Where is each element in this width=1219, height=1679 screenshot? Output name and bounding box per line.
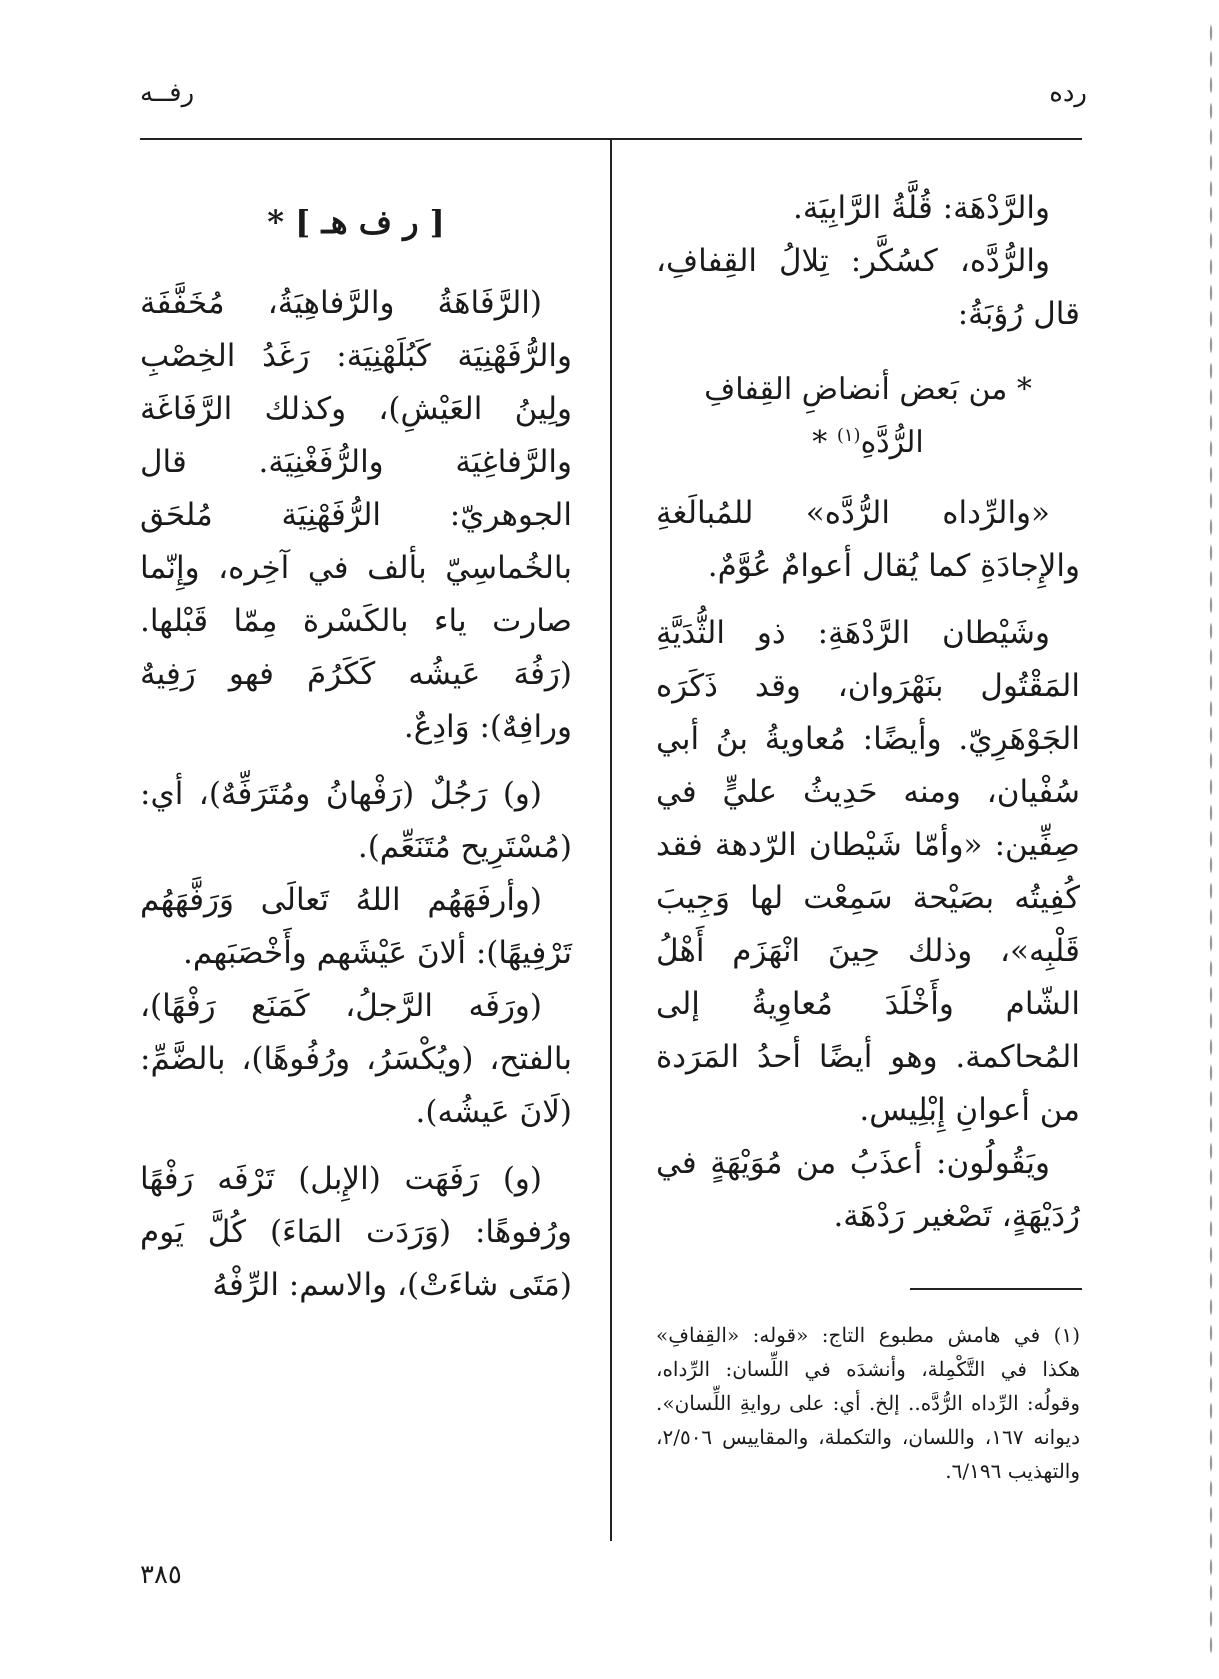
entry-paragraph: والرَّدْهَة: قُلَّةُ الرَّابِيَة. <box>793 190 1050 226</box>
poem-text: * من بَعض أنضاضِ القِفافِ الرُّدَّهِ <box>704 372 1032 460</box>
entry-paragraph: (الرَّفَاهَةُ والرَّفاهِيَةُ، مُخَفَّفَة والرُّفَهْنِيَة كَبُلَهْنِيَة: رَغَدُ الخِصْبِ ولِينُ العَيْشِ)، وكذلك الرَّفَاغَة والرَّفاغِيَة والرُّفَغْنِيَة. قال الجوهريّ: الرُّفَهْنِيَة مُلحَق بالخُماسِيّ بألف في آخِره، وإِنّما صارت ياء بالكَسْرة مِمّا قَبْلها. (رَفُهَ عَيشُه كَكَرُمَ فهو رَفِيهٌ ورافِهٌ): وَادِعٌ. <box>140 285 572 745</box>
scan-edge-dots <box>1209 20 1213 1660</box>
running-header-right: رده <box>1049 78 1087 108</box>
entry-paragraph: (و) رَفَهَت (الإِبل) تَرْفَه رَفْهًا ورُفوهًا: (وَرَدَت المَاءَ) كُلَّ يَوم (مَتَى شاءَتْ)، والاسم: الرِّفْهُ <box>140 1161 572 1303</box>
poem-end: * <box>812 425 837 460</box>
footnote-mark: (١) <box>1053 1323 1081 1347</box>
footnote-rule <box>910 1288 1082 1290</box>
entry-paragraph: وشَيْطان الرَّدْهَةِ: ذو الثُّدَيَّةِ المَقْتُول بنَهْرَوان، وقد ذَكَرَه الجَوْهَرِيّ. وأيضًا: مُعاويةُ بنُ أبي سُفْيان، ومنه حَدِيثُ عليٍّ في صِفِّين: «وأمّا شَيْطان الرّدهة فقد كُفِيتُه بصَيْحة سَمِعْت لها وَجِيبَ قَلْبِه»، وذلك حِينَ انْهَزَم أَهْلُ الشّام وأَخْلَدَ مُعاوِيةُ إلى المُحاكمة. وهو أيضًا أحدُ المَرَدة من أعوانِ إِبْلِيس. <box>656 615 1080 1128</box>
entry-paragraph: (وأرفَهَهُم اللهُ تَعالَى وَرَفَّهَهُم تَرْفِيهًا): ألانَ عَيْشَهم وأَخْصَبَهم. <box>140 882 572 971</box>
entry-paragraph: ويَقُولُون: أعذَبُ من مُوَيْهَةٍ في رُدَيْهَةٍ، تَصْغير رَدْهَة. <box>656 1145 1080 1234</box>
footnotes <box>656 1318 1080 1488</box>
page-number: ٣٨٥ <box>140 1560 182 1590</box>
footnote-text: في هامش مطبوع التاج: «قوله: «القِفافِ» هكذا في التَّكْمِلة، وأنشدَه في اللِّسان: الرِّداه، وقولُه: الرِّداه الرُّدَّه.. إلخ. أي: على روايةِ اللِّسان». ديوانه ١٦٧، واللسان، والتكملة، والمقاييس ٢/٥٠٦، والتهذيب ٦/١٩٦. <box>656 1323 1080 1483</box>
entry-paragraph: «والرِّداه الرُّدَّه» للمُبالَغةِ والإِجادَةِ كما يُقال أعوامٌ عُوَّمٌ. <box>656 495 1080 584</box>
left-column <box>140 196 572 1312</box>
footnote-ref: (١) <box>836 425 861 446</box>
footnote <box>656 1318 1080 1488</box>
column-divider <box>610 138 612 1541</box>
poem-verse <box>656 363 1080 469</box>
running-header-left: رفــه <box>140 78 195 108</box>
entry-paragraph: والرُّدَّه، كسُكَّر: تِلالُ القِفافِ، قال رُؤبَةُ: <box>656 243 1080 332</box>
right-column <box>656 182 1080 1243</box>
entry-paragraph: (و) رَجُلٌ (رَفْهانُ ومُتَرَفِّهٌ)، أي: (مُسْتَرِيح مُتَنَعِّم). <box>140 776 572 865</box>
entry-headword: [ ر ف هـ ] * <box>267 203 445 241</box>
entry-paragraph: (ورَفَه الرَّجلُ، كَمَنَع رَفْهًا)، بالفتح، (ويُكْسَرُ، ورُفُوهًا)، بالضَّمِّ: (لَانَ عَيشُه). <box>140 988 572 1130</box>
